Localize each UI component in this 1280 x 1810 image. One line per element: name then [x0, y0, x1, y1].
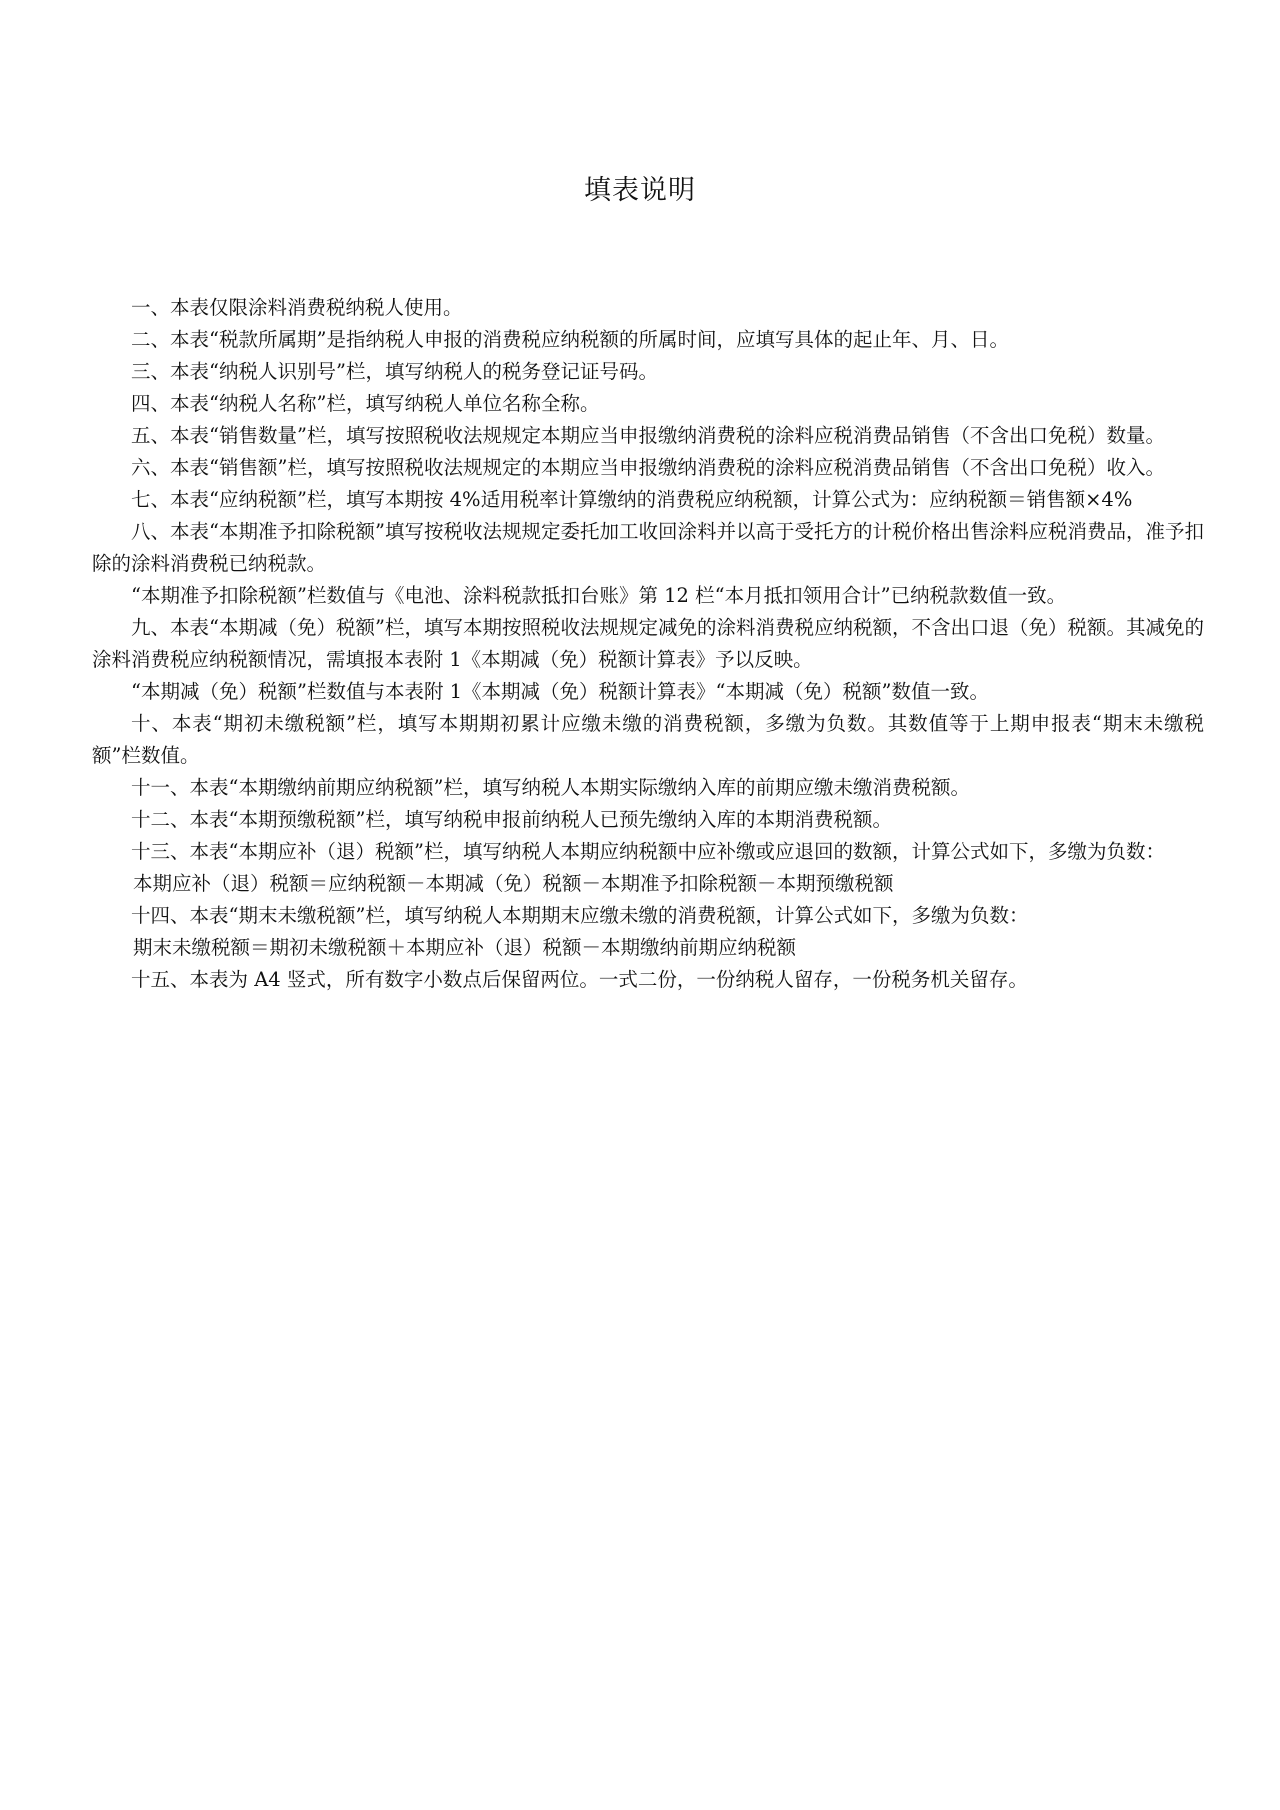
instruction-item-6: 六、本表“销售额”栏，填写按照税收法规规定的本期应当申报缴纳消费税的涂料应税消费品销售（不含出口免税）收入。	[131, 456, 1165, 479]
instructions-body	[92, 292, 1204, 996]
instruction-item-15: 十五、本表为 A4 竖式，所有数字小数点后保留两位。一式二份，一份纳税人留存，一份税务机关留存。	[131, 968, 1028, 991]
instruction-item-10: 十、本表“期初未缴税额”栏，填写本期期初累计应缴未缴的消费税额，多缴为负数。其数值等于上期申报表“期末未缴税额”栏数值。	[92, 712, 1204, 767]
instruction-item-14: 十四、本表“期末未缴税额”栏，填写纳税人本期期末应缴未缴的消费税额，计算公式如下，多缴为负数：	[131, 904, 1029, 927]
formula-unpaid-amount: 期末未缴税额＝期初未缴税额＋本期应补（退）税额－本期缴纳前期应纳税额	[133, 936, 797, 959]
instruction-item-9-note: “本期减（免）税额”栏数值与本表附 1《本期减（免）税额计算表》“本期减（免）税额”数值一致。	[131, 680, 989, 703]
instruction-item-7: 七、本表“应纳税额”栏，填写本期按 4%适用税率计算缴纳的消费税应纳税额，计算公式为：应纳税额＝销售额×4%	[131, 488, 1133, 511]
instruction-item-1: 一、本表仅限涂料消费税纳税人使用。	[131, 296, 463, 319]
formula-refund-amount: 本期应补（退）税额＝应纳税额－本期减（免）税额－本期准予扣除税额－本期预缴税额	[133, 872, 894, 895]
document-title: 填表说明	[584, 175, 696, 206]
instruction-item-8-note: “本期准予扣除税额”栏数值与《电池、涂料税款抵扣台账》第 12 栏“本月抵扣领用合计”已纳税款数值一致。	[131, 584, 1067, 607]
instruction-item-4: 四、本表“纳税人名称”栏，填写纳税人单位名称全称。	[131, 392, 600, 415]
instruction-item-12: 十二、本表“本期预缴税额”栏，填写纳税申报前纳税人已预先缴纳入库的本期消费税额。	[131, 808, 892, 831]
instruction-item-2: 二、本表“税款所属期”是指纳税人申报的消费税应纳税额的所属时间，应填写具体的起止年、月、日。	[131, 328, 1009, 351]
instruction-item-11: 十一、本表“本期缴纳前期应纳税额”栏，填写纳税人本期实际缴纳入库的前期应缴未缴消费税额。	[131, 776, 970, 799]
instruction-item-5: 五、本表“销售数量”栏，填写按照税收法规规定本期应当申报缴纳消费税的涂料应税消费品销售（不含出口免税）数量。	[131, 424, 1165, 447]
instruction-item-9: 九、本表“本期减（免）税额”栏，填写本期按照税收法规规定减免的涂料消费税应纳税额，不含出口退（免）税额。其减免的涂料消费税应纳税额情况，需填报本表附 1《本期减（免）税额计算表》予以反映。	[92, 616, 1204, 671]
instruction-item-13: 十三、本表“本期应补（退）税额”栏，填写纳税人本期应纳税额中应补缴或应退回的数额，计算公式如下，多缴为负数：	[131, 840, 1165, 863]
instruction-item-3: 三、本表“纳税人识别号”栏，填写纳税人的税务登记证号码。	[131, 360, 658, 383]
instruction-item-8: 八、本表“本期准予扣除税额”填写按税收法规规定委托加工收回涂料并以高于受托方的计税价格出售涂料应税消费品，准予扣除的涂料消费税已纳税款。	[92, 520, 1204, 575]
